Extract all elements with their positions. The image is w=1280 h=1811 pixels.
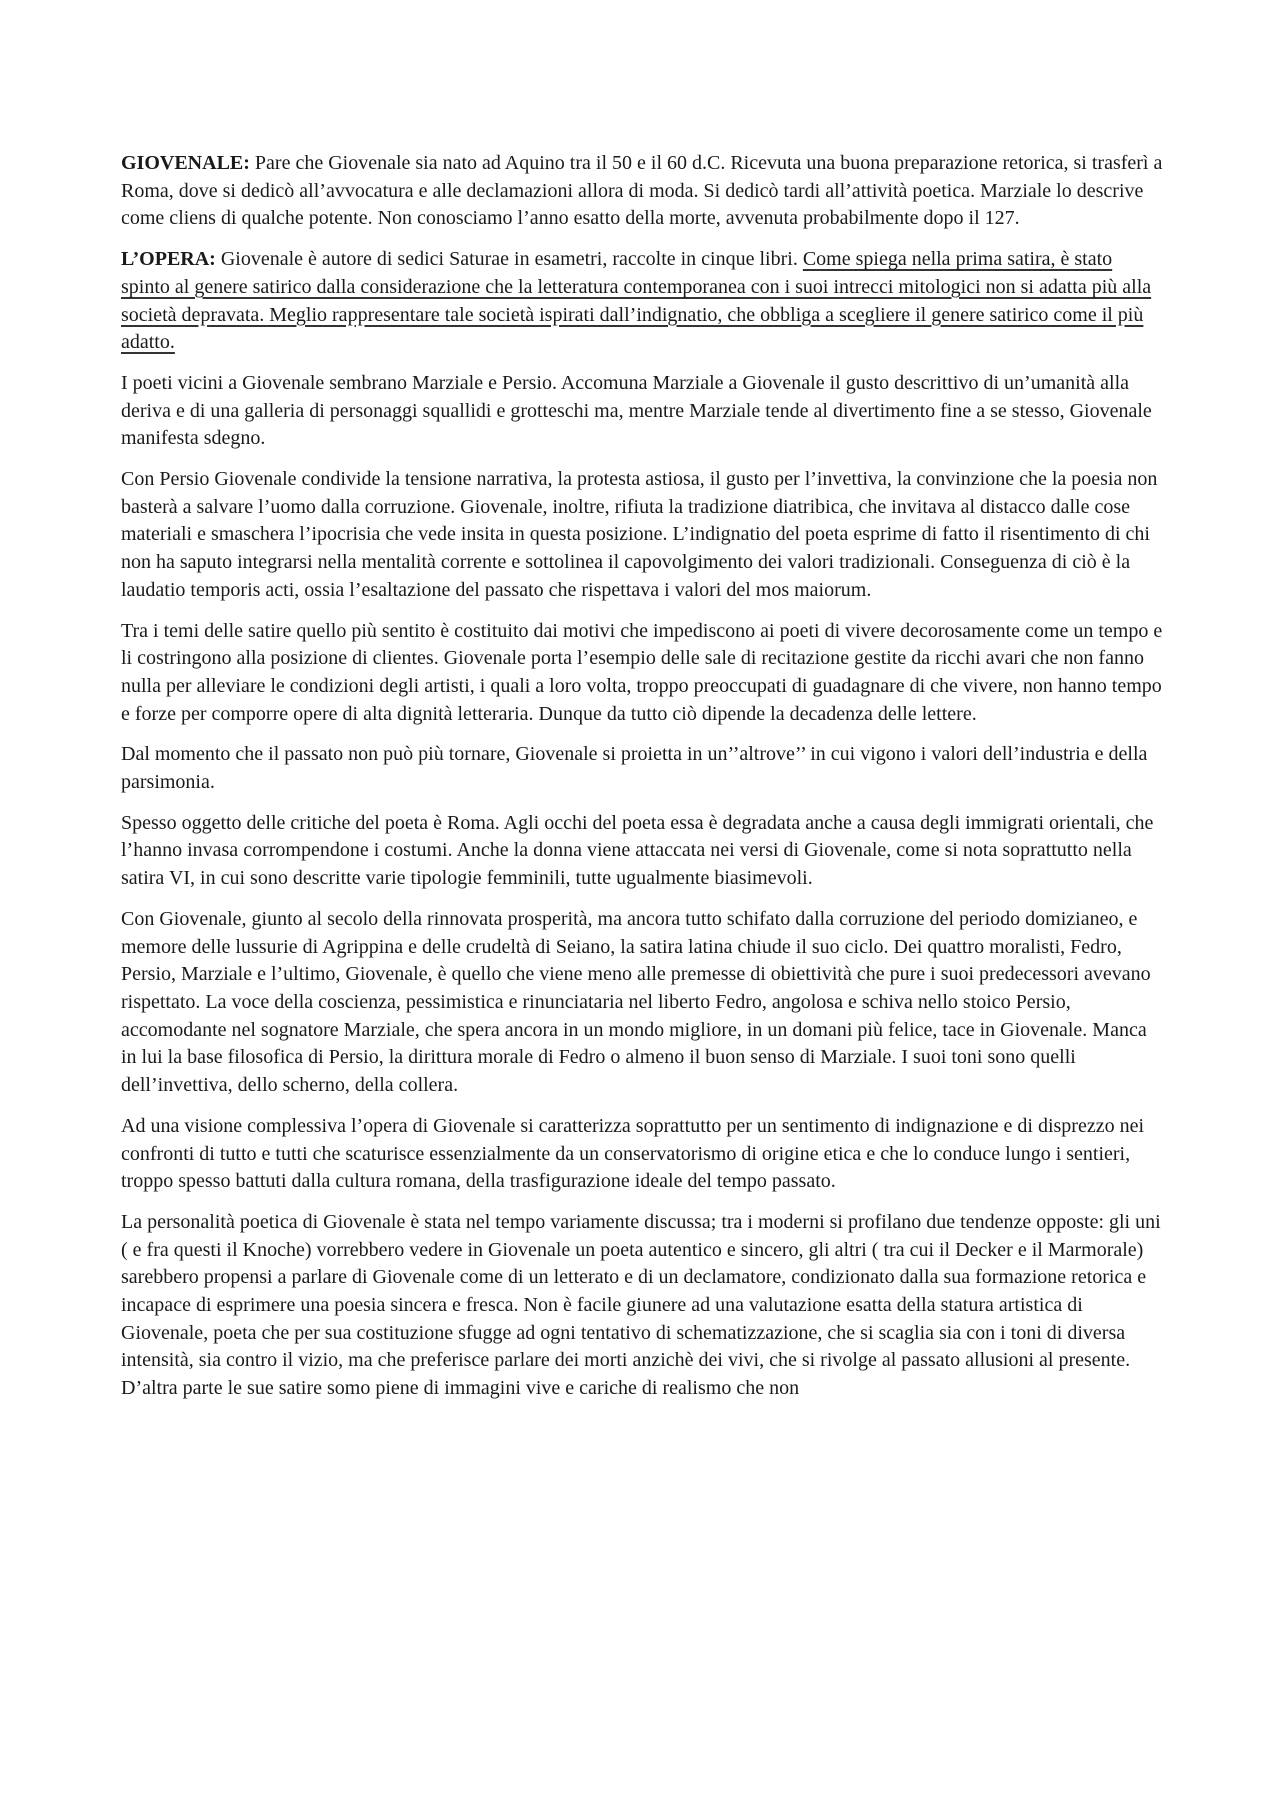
paragraph-passato: Dal momento che il passato non può più tornare, Giovenale si proietta in un’’altrove’’ in cui vigono i valori dell’industria e della parsimonia. (121, 743, 1148, 794)
paragraph-text: Giovenale è autore di sedici Saturae in esametri, raccolte in cinque libri. (215, 248, 803, 271)
heading-opera: L’OPERA: (121, 248, 216, 271)
paragraph-poeti-vicini: I poeti vicini a Giovenale sembrano Marziale e Persio. Accomuna Marziale a Giovenale il gusto descrittivo di un’umanità alla deriva e di una galleria di personaggi squallidi e grotteschi ma, mentre Marziale tende al divertimento fine a se stesso, Giovenale manifesta sdegno. (121, 371, 1152, 450)
paragraph-opera (121, 246, 1166, 357)
underlined-passage: Come spiega nella prima satira, è stato spinto al genere satirico dalla considerazione che la letteratura contemporanea con i suoi intrecci mitologici non si adatta più alla società depravata. Meglio rappresentare tale società ispirati dall’indignatio, che obbliga a scegliere il genere satirico come il più adatto. (121, 248, 1152, 354)
document-page (121, 150, 1166, 1416)
paragraph-persio: Con Persio Giovenale condivide la tensione narrativa, la protesta astiosa, il gusto per l’invettiva, la convinzione che la poesia non basterà a salvare l’uomo dalla corruzione. Giovenale, inoltre, rifiuta la tradizione diatribica, che invitava al distacco dalle cose materiali e smaschera l’ipocrisia che vede insita in questa posizione. L’indignatio del poeta esprime di fatto il risentimento di chi non ha saputo integrarsi nella mentalità corrente e sottolinea il capovolgimento dei valori tradizionali. Conseguenza di ciò è la laudatio temporis acti, ossia l’esaltazione del passato che rispettava i valori del mos maiorum. (121, 468, 1158, 601)
paragraph-biography (121, 150, 1166, 233)
paragraph-temi: Tra i temi delle satire quello più sentito è costituito dai motivi che impediscono ai poeti di vivere decorosamente come un tempo e li costringono alla posizione di clientes. Giovenale porta l’esempio delle sale di recitazione gestite da ricchi avari che non fanno nulla per alleviare le condizioni degli artisti, i quali a loro volta, troppo preoccupati di guadagnare di che vivere, non hanno tempo e forze per comporre opere di alta dignità letteraria. Dunque da tutto ciò dipende la decadenza delle lettere. (121, 619, 1163, 725)
paragraph-visione: Ad una visione complessiva l’opera di Giovenale si caratterizza soprattutto per un sentimento di indignazione e di disprezzo nei confronti di tutto e tutti che scaturisce essenzialmente da un conservatorismo di origine etica e che lo conduce lungo i sentieri, troppo spesso battuti dalla cultura romana, della trasfigurazione ideale del tempo passato. (121, 1114, 1145, 1193)
paragraph-moralisti: Con Giovenale, giunto al secolo della rinnovata prosperità, ma ancora tutto schifato dalla corruzione del periodo domizianeo, e memore delle lussurie di Agrippina e delle crudeltà di Seiano, la satira latina chiude il suo ciclo. Dei quattro moralisti, Fedro, Persio, Marziale e l’ultimo, Giovenale, è quello che viene meno alle premesse di obiettività che pure i suoi predecessori avevano rispettato. La voce della coscienza, pessimistica e rinunciataria nel liberto Fedro, angolosa e schiva nello stoico Persio, accomodante nel sognatore Marziale, che spera ancora in un mondo migliore, in un domani più felice, tace in Giovenale. Manca in lui la base filosofica di Persio, la dirittura morale di Fedro o almeno il buon senso di Marziale. I suoi toni sono quelli dell’invettiva, dello scherno, della collera. (121, 907, 1151, 1097)
paragraph-personalita: La personalità poetica di Giovenale è stata nel tempo variamente discussa; tra i moderni si profilano due tendenze opposte: gli uni ( e fra questi il Knoche) vorrebbero vedere in Giovenale un poeta autentico e sincero, gli altri ( tra cui il Decker e il Marmorale) sarebbero propensi a parlare di Giovenale come di un letterato e di un declamatore, condizionato dalla sua formazione retorica e incapace di esprimere una poesia sincera e fresca. Non è facile giunere ad una valutazione esatta della statura artistica di Giovenale, poeta che per sua costituzione sfugge ad ogni tentativo di schematizzazione, che si scaglia sia con i toni di diversa intensità, sia contro il vizio, ma che preferisce parlare dei morti anzichè dei vivi, che si rivolge al passato allusioni al presente. D’altra parte le sue satire somo piene di immagini vive e cariche di realismo che non (121, 1210, 1161, 1400)
paragraph-text: Pare che Giovenale sia nato ad Aquino tra il 50 e il 60 d.C. Ricevuta una buona preparazione retorica, si trasferì a Roma, dove si dedicò all’avvocatura e alle declamazioni allora di moda. Si dedicò tardi all’attività poetica. Marziale lo descrive come cliens di qualche potente. Non conosciamo l’anno esatto della morte, avvenuta probabilmente dopo il 127. (121, 152, 1163, 230)
heading-giovenale: GIOVENALE: (121, 152, 250, 174)
paragraph-roma: Spesso oggetto delle critiche del poeta è Roma. Agli occhi del poeta essa è degradata anche a causa degli immigrati orientali, che l’hanno invasa corrompendone i costumi. Anche la donna viene attaccata nei versi di Giovenale, come si nota soprattutto nella satira VI, in cui sono descritte varie tipologie femminili, tutte ugualmente biasimevoli. (121, 811, 1154, 890)
